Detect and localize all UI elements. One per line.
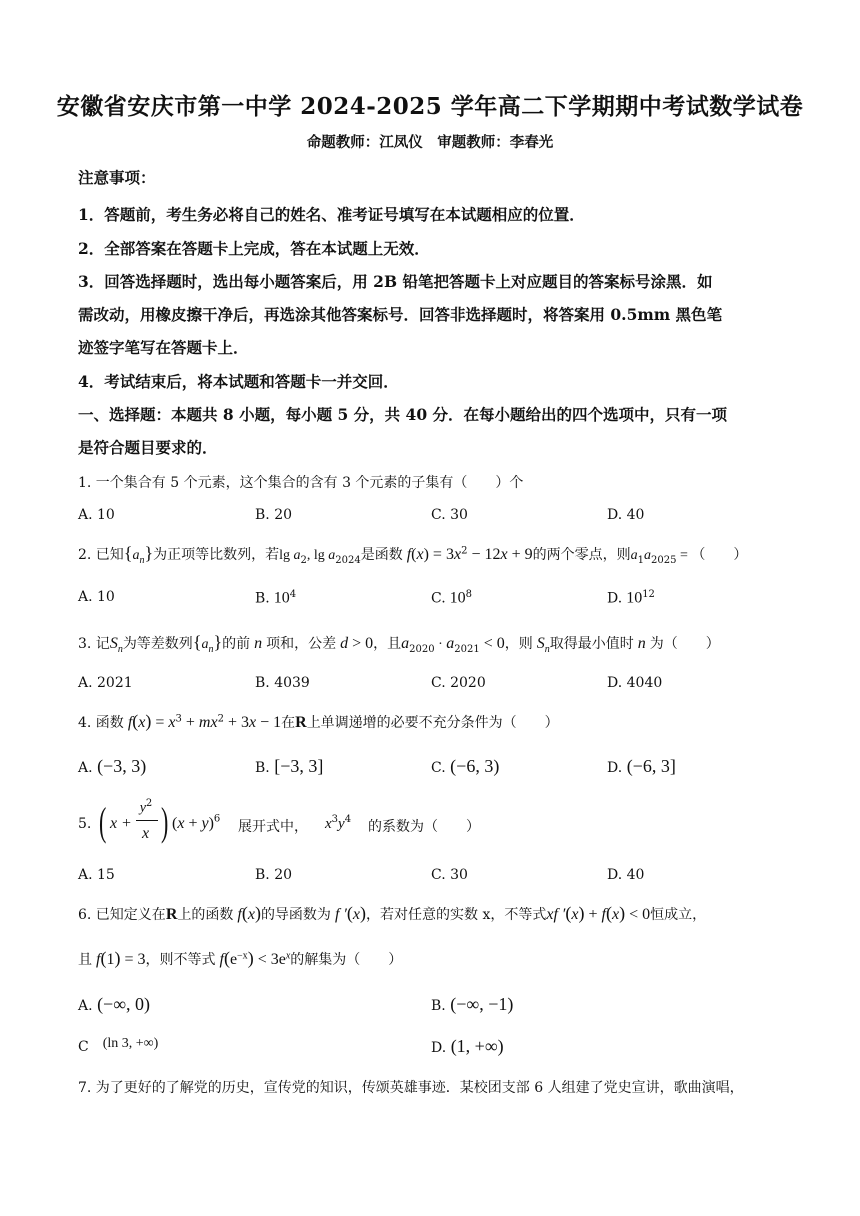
q3-option-b: B. 4039 xyxy=(255,675,310,691)
section-heading-cont: 是符合题目要求的． xyxy=(78,438,218,457)
q4-option-a: A. (−3, 3) xyxy=(78,756,147,776)
note-item: 需改动，用橡皮擦干净后，再选涂其他答案标号．回答非选择题时，将答案用 0.5mm 黑色笔 xyxy=(78,305,723,324)
section-heading: 一、选择题：本题共 8 小题，每小题 5 分，共 40 分．在每小题给出的四个选项中，只有一项 xyxy=(78,405,728,424)
note-item: 迹签字笔写在答题卡上． xyxy=(78,338,249,357)
q4-option-b: B. [−3, 3] xyxy=(255,756,324,776)
q3-option-c: C. 2020 xyxy=(431,675,486,691)
q2-option-c: C. $10^8$ xyxy=(431,589,473,607)
question-7: 7. 为了更好的了解党的历史，宣传党的知识，传颂英雄事迹．某校团支部 6 人组建了党史宣讲，歌曲演唱， xyxy=(78,1080,744,1096)
exam-authors: 命题教师：江凤仪 审题教师：李春光 xyxy=(306,134,554,151)
note-item: 3．回答选择题时，选出每小题答案后，用 2B 铅笔把答题卡上对应题目的答案标号涂黑．如 xyxy=(78,272,713,291)
question-6: 6. 已知定义在R上的函数 f(x)的导函数为 f ′(x)，若对任意的实数 x，不等式xf ′(x) + f(x) < 0恒成立， xyxy=(78,903,707,923)
q3-option-d: D. 4040 xyxy=(607,675,663,691)
q5-option-c: C. 30 xyxy=(431,867,468,883)
q4-option-d: D. (−6, 3] xyxy=(607,756,676,776)
q3-option-a: A. 2021 xyxy=(78,675,133,691)
note-item: 4．考试结束后，将本试题和答题卡一并交回． xyxy=(78,372,399,391)
q6-option-d: D. (1, +∞) xyxy=(431,1036,504,1056)
question-4: 4. 函数 $f(x) = x^3 + mx^2 + 3x - 1$在R上单调递增的必要不充分条件为（ ） xyxy=(78,711,559,731)
question-2: 2. 已知$\{a_n\}$为正项等比数列，若$\lg a_2$, $\lg a_{2024}$是函数 $f(x) = 3x^2 - 12x + 9$的两个零点，则$a_1a_{2025}$ = （ ） xyxy=(78,543,748,566)
question-3: 3. 记$S_n$为等差数列$\{a_n\}$的前 n 项和，公差 d > 0，且$a_{2020} \cdot a_{2021} < 0$，则 $S_n$取得最小值时 n 为（ ） xyxy=(78,632,720,655)
q2-option-a: A. 10 xyxy=(78,589,115,605)
q1-option-a: A. 10 xyxy=(78,507,115,523)
q1-option-c: C. 30 xyxy=(431,507,468,523)
q4-option-c: C. (−6, 3) xyxy=(431,756,500,776)
question-1: 1. 一个集合有 5 个元素，这个集合的含有 3 个元素的子集有（ ）个 xyxy=(78,475,524,491)
q5-option-d: D. 40 xyxy=(607,867,645,883)
exam-title: 安徽省安庆市第一中学 2024-2025 学年高二下学期期中考试数学试卷 xyxy=(56,93,804,120)
question-6-line2: 且 f(1) = 3，则不等式 $f(e^{-x}) < 3e^x$的解集为（ ） xyxy=(78,948,403,968)
q5-option-b: B. 20 xyxy=(255,867,293,883)
q6-option-b: B. (−∞, −1) xyxy=(431,994,514,1014)
q2-option-b: B. $10^4$ xyxy=(255,589,297,607)
q6-option-c: C (ln 3, +∞) xyxy=(78,1036,159,1055)
note-item: 2．全部答案在答题卡上完成，答在本试题上无效． xyxy=(78,239,430,258)
q1-option-b: B. 20 xyxy=(255,507,293,523)
q5-option-a: A. 15 xyxy=(78,867,115,883)
notes-heading: 注意事项： xyxy=(78,168,156,187)
q1-option-d: D. 40 xyxy=(607,507,645,523)
exam-page: 安徽省安庆市第一中学 2024-2025 学年高二下学期期中考试数学试卷 命题教师：江凤仪 审题教师：李春光 注意事项： 1．答题前，考生务必将自己的姓名、准考证号填写在本试题相应的位置． 2．全部答案在答题卡上完成，答在本试题上无效． 3．回答选择题时，选出每小题答案后，用 2B 铅笔把答题卡上对应题目的答案标号涂黑．如 需改动，用橡皮擦干净后，再选涂其他答案标号．回答非选择题时，将答案用 0.5mm 黑色笔 迹签字笔写在答题卡上． 4．考试结束后，将本试题和答题卡一并交回． 一、选择题：本题共 8 小题，每小题 5 分，共 40 分．在每小题给出的四个选项中，只有一项 是符合题目要求的． 1. 一个集合有 5 个元素，这个集合的含有 3 个元素的子集有（ ）个 A. 10 B. 20 C. 30 D. 40 2. 已知$\{a_n\}$为正项等比数列，若$\lg a_2$, $\lg a_{2024}$是函数 $f(x) = 3x^2 - 12x + 9$的两个零点，则$a_1a_{2025}$ = （ ） A. 10 B. $10^4$ C. $10^8$ D. $10^{12}$ 3. 记$S_n$为等差数列$\{a_n\}$的前 n 项和，公差 d > 0，且$a_{2020} \cdot a_{2021} < 0$，则 $S_n$取得最小值时 n 为（ ） A. 2021 B. 4039 C. 2020 D. 4040 4. 函数 $f(x) = x^3 + mx^2 + 3x - 1$在R上单调递增的必要不充分条件为（ ） A. (−3, 3) B. [−3, 3] C. (−6, 3) D. (−6, 3] 5. ( x + $y^2$ x ) $(x + y)^6$ 展开式中， $x^3y^4$ 的系数为（ ） A. 15 B. 20 C. 30 D. 40 6. 已知定义在R上的函数 f(x)的导函数为 f ′(x)，若对任意的实数 x，不等式xf ′(x) + f(x) < 0恒成立， 且 f(1) = 3，则不等式 $f(e^{-x}) < 3e^x$的解集为（ ） A. (−∞, 0) B. (−∞, −1) C (ln 3, +∞) D. (1, +∞) 7. 为了更好的了解党的历史，宣传党的知识，传颂英雄事迹．某校团支部 6 人组建了党史宣讲，歌曲演唱， xyxy=(0,0,860,1216)
q6-option-a: A. (−∞, 0) xyxy=(78,994,151,1014)
note-item: 1．答题前，考生务必将自己的姓名、准考证号填写在本试题相应的位置． xyxy=(78,205,585,224)
q2-option-d: D. $10^{12}$ xyxy=(607,589,655,607)
